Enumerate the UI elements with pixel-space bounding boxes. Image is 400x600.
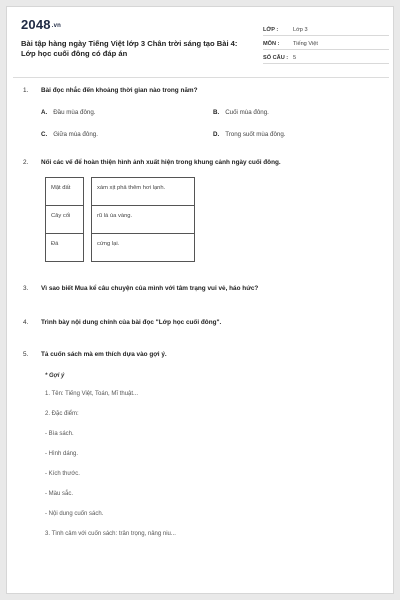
hint-line: - Bìa sách.: [45, 431, 74, 437]
hint-line: - Kích thước.: [45, 471, 80, 477]
hint-line: 1. Tên: Tiếng Việt, Toán, Mĩ thuật...: [45, 391, 139, 397]
header-divider: [13, 77, 389, 78]
option-b[interactable]: [213, 109, 269, 116]
meta-value: 5: [293, 55, 297, 61]
meta-key: LỚP :: [263, 27, 279, 33]
matching-gap: [84, 206, 92, 234]
site-logo[interactable]: [21, 17, 61, 32]
option-text: Trong suốt mùa đông.: [225, 131, 286, 138]
question-text: Nối các vế để hoàn thiện hình ảnh xuất hiện trong khung cảnh ngày cuối đông.: [41, 159, 281, 166]
matching-row: [46, 178, 195, 206]
matching-right: rũ lá úa vàng.: [92, 206, 195, 234]
document-title: Bài tập hàng ngày Tiếng Việt lớp 3 Chân trời sáng tạo Bài 4: Lớp học cuối đông có đáp án: [21, 39, 238, 58]
question-text: Tả cuốn sách mà em thích dựa vào gợi ý.: [41, 351, 167, 358]
question-text: Trình bày nội dung chính của bài đọc "Lớp học cuối đông".: [41, 319, 222, 326]
question-text: Bài đọc nhắc đến khoảng thời gian nào trong năm?: [41, 87, 198, 94]
logo-text: 2048: [21, 17, 51, 32]
matching-left: Cây cối: [46, 206, 84, 234]
matching-row: [46, 234, 195, 262]
question-number: 5.: [23, 351, 29, 358]
option-c[interactable]: [41, 131, 98, 138]
question-number: 3.: [23, 285, 29, 292]
meta-value: Tiếng Việt: [293, 41, 318, 47]
question-text: Vì sao biết Mua kể câu chuyện của mình với tâm trạng vui vẻ, háo hức?: [41, 285, 259, 292]
meta-row-count: [263, 51, 389, 64]
hint-title: * Gợi ý: [45, 373, 65, 379]
matching-table: [45, 177, 195, 262]
option-label: A.: [41, 109, 48, 116]
hint-line: 3. Tình cảm với cuốn sách: trân trọng, nâng niu...: [45, 531, 176, 537]
matching-left: Mặt đất: [46, 178, 84, 206]
question-number: 4.: [23, 319, 29, 326]
option-d[interactable]: [213, 131, 286, 138]
hint-line: 2. Đặc điểm:: [45, 411, 79, 417]
hint-line: - Hình dáng.: [45, 451, 79, 457]
question-number: 2.: [23, 159, 29, 166]
document-header: [21, 17, 383, 69]
option-text: Đầu mùa đông.: [53, 109, 96, 116]
hint-line: - Màu sắc.: [45, 491, 74, 497]
matching-left: Đá: [46, 234, 84, 262]
question-number: 1.: [23, 87, 29, 94]
matching-right: cứng lại.: [92, 234, 195, 262]
option-label: B.: [213, 109, 220, 116]
matching-gap: [84, 178, 92, 206]
hint-line: - Nội dung cuốn sách.: [45, 511, 104, 517]
option-label: D.: [213, 131, 220, 138]
meta-key: MÔN :: [263, 41, 280, 47]
option-text: Giữa mùa đông.: [53, 131, 98, 138]
meta-key: SỐ CÂU :: [263, 55, 289, 61]
matching-gap: [84, 234, 92, 262]
meta-info: [263, 23, 389, 65]
matching-row: [46, 206, 195, 234]
logo-suffix: .vn: [51, 23, 62, 29]
meta-value: Lớp 3: [293, 27, 308, 33]
option-label: C.: [41, 131, 48, 138]
meta-row-subject: [263, 37, 389, 50]
document-page: [6, 6, 394, 594]
meta-row-class: [263, 23, 389, 36]
matching-right: xám xịt phả thêm hơi lạnh.: [92, 178, 195, 206]
option-a[interactable]: [41, 109, 96, 116]
option-text: Cuối mùa đông.: [225, 109, 269, 116]
